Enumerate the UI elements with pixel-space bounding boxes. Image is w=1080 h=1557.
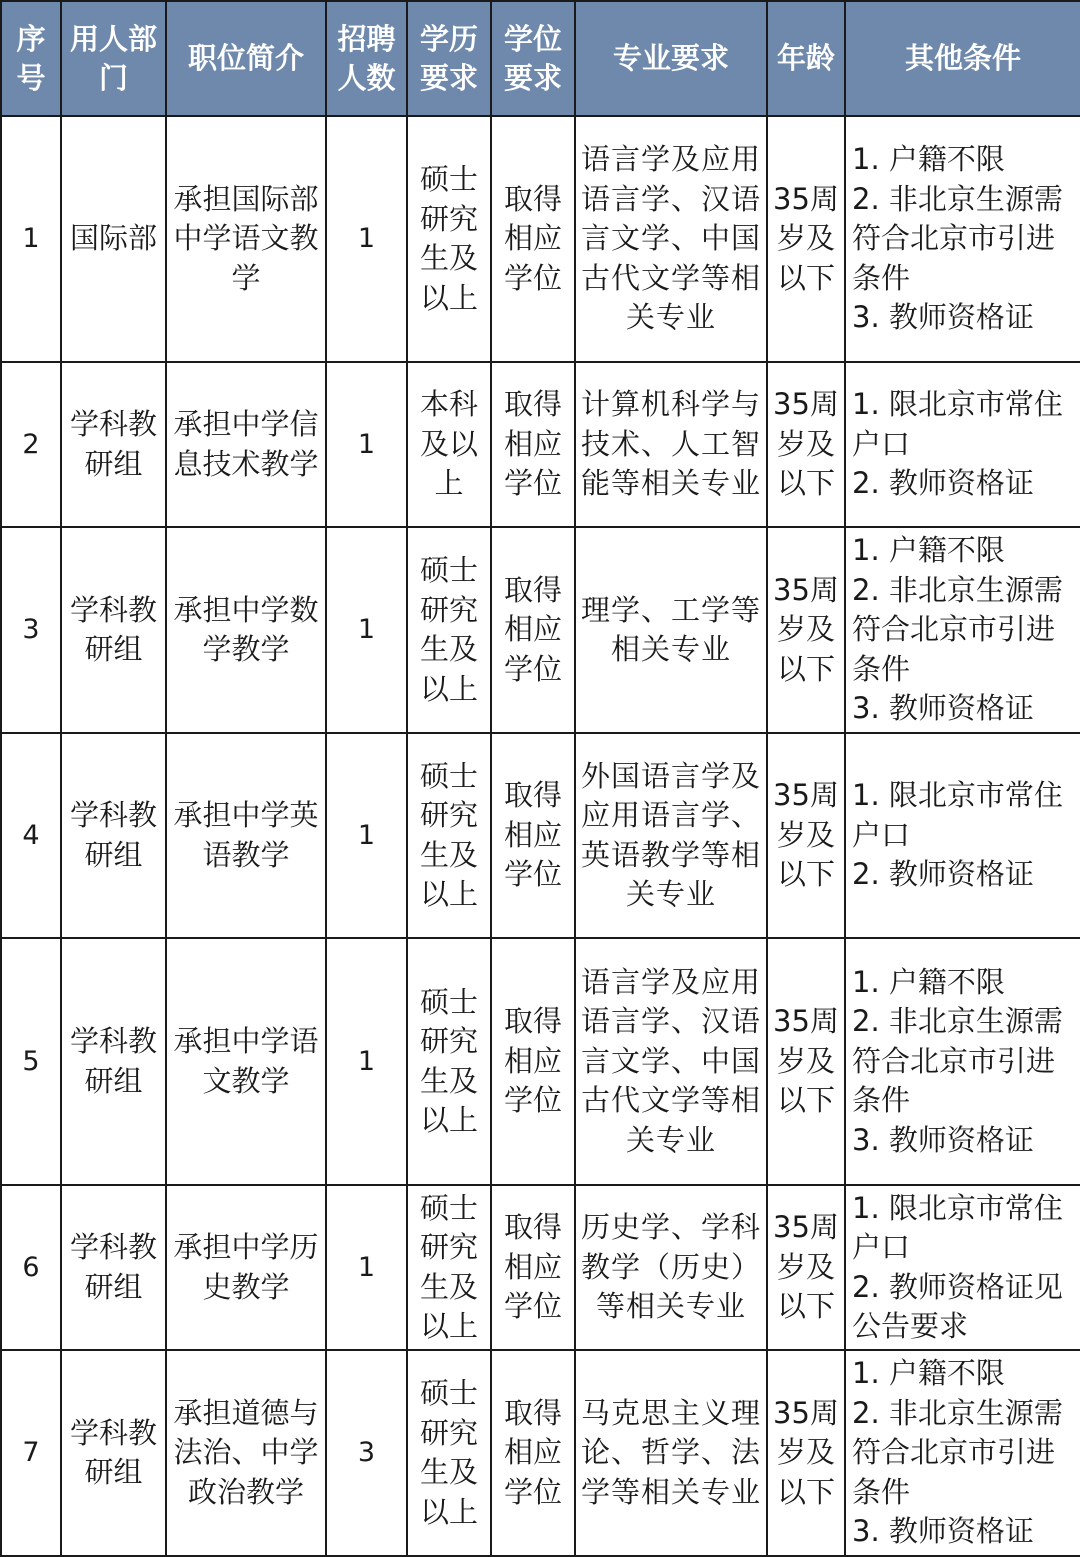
- row-position: 承担中学信息技术教学: [166, 362, 326, 527]
- condition-line: 3. 教师资格证: [852, 691, 1034, 726]
- table-row: [1, 733, 1080, 938]
- condition-line: 1. 限北京市常住户口: [852, 387, 1063, 461]
- row-major: 语言学及应用语言学、汉语言文学、中国古代文学等相关专业: [575, 116, 767, 362]
- condition-line: 1. 户籍不限: [852, 142, 1005, 177]
- row-department: 学科教研组: [61, 733, 166, 938]
- row-education: 硕士研究生及以上: [407, 527, 491, 733]
- table-row: [1, 116, 1080, 362]
- row-count: 1: [326, 362, 407, 527]
- condition-line: 2. 非北京生源需符合北京市引进条件: [852, 572, 1063, 686]
- condition-line: 2. 非北京生源需符合北京市引进条件: [852, 181, 1063, 295]
- row-age: 35周岁及以下: [767, 938, 845, 1185]
- row-degree: 取得相应学位: [491, 116, 575, 362]
- row-conditions: [845, 1185, 1080, 1350]
- row-count: 3: [326, 1350, 407, 1556]
- row-count: 1: [326, 1185, 407, 1350]
- row-education: 硕士研究生及以上: [407, 733, 491, 938]
- row-conditions: [845, 362, 1080, 527]
- row-count: 1: [326, 938, 407, 1185]
- row-age: 35周岁及以下: [767, 1350, 845, 1556]
- condition-line: 3. 教师资格证: [852, 300, 1034, 335]
- row-position: 承担中学语文教学: [166, 938, 326, 1185]
- row-index: 3: [1, 527, 61, 733]
- row-education: 硕士研究生及以上: [407, 1350, 491, 1556]
- row-education: 硕士研究生及以上: [407, 116, 491, 362]
- table-row: [1, 362, 1080, 527]
- condition-line: 1. 户籍不限: [852, 1356, 1005, 1391]
- row-department: 学科教研组: [61, 527, 166, 733]
- row-position: 承担中学历史教学: [166, 1185, 326, 1350]
- row-age: 35周岁及以下: [767, 116, 845, 362]
- row-degree: 取得相应学位: [491, 1350, 575, 1556]
- row-department: 国际部: [61, 116, 166, 362]
- row-conditions: [845, 733, 1080, 938]
- row-count: 1: [326, 733, 407, 938]
- header-degree: 学位要求: [491, 1, 575, 116]
- condition-line: 2. 非北京生源需符合北京市引进条件: [852, 1004, 1063, 1118]
- row-index: 5: [1, 938, 61, 1185]
- condition-line: 1. 户籍不限: [852, 533, 1005, 568]
- row-degree: 取得相应学位: [491, 938, 575, 1185]
- row-education: 硕士研究生及以上: [407, 1185, 491, 1350]
- row-count: 1: [326, 116, 407, 362]
- condition-line: 2. 教师资格证: [852, 857, 1034, 892]
- row-position: 承担中学英语教学: [166, 733, 326, 938]
- condition-line: 1. 户籍不限: [852, 964, 1005, 999]
- header-count: 招聘人数: [326, 1, 407, 116]
- row-index: 7: [1, 1350, 61, 1556]
- row-major: 语言学及应用语言学、汉语言文学、中国古代文学等相关专业: [575, 938, 767, 1185]
- row-department: 学科教研组: [61, 1350, 166, 1556]
- row-major: 理学、工学等相关专业: [575, 527, 767, 733]
- condition-line: 1. 限北京市常住户口: [852, 1190, 1063, 1264]
- row-position: 承担道德与法治、中学政治教学: [166, 1350, 326, 1556]
- condition-line: 3. 教师资格证: [852, 1514, 1034, 1549]
- row-major: 计算机科学与技术、人工智能等相关专业: [575, 362, 767, 527]
- row-index: 6: [1, 1185, 61, 1350]
- condition-line: 1. 限北京市常住户口: [852, 778, 1063, 852]
- row-conditions: [845, 1350, 1080, 1556]
- row-major: 外国语言学及应用语言学、英语教学等相关专业: [575, 733, 767, 938]
- table-row: [1, 938, 1080, 1185]
- table-row: [1, 527, 1080, 733]
- header-conditions: 其他条件: [845, 1, 1080, 116]
- row-department: 学科教研组: [61, 1185, 166, 1350]
- row-position: 承担中学数学教学: [166, 527, 326, 733]
- header-row: [1, 1, 1080, 116]
- row-age: 35周岁及以下: [767, 362, 845, 527]
- row-major: 马克思主义理论、哲学、法学等相关专业: [575, 1350, 767, 1556]
- row-position: 承担国际部中学语文教学: [166, 116, 326, 362]
- row-degree: 取得相应学位: [491, 1185, 575, 1350]
- header-age: 年龄: [767, 1, 845, 116]
- row-department: 学科教研组: [61, 362, 166, 527]
- row-department: 学科教研组: [61, 938, 166, 1185]
- row-education: 本科及以上: [407, 362, 491, 527]
- header-education: 学历要求: [407, 1, 491, 116]
- table-row: [1, 1350, 1080, 1556]
- row-count: 1: [326, 527, 407, 733]
- row-index: 2: [1, 362, 61, 527]
- table-row: [1, 1185, 1080, 1350]
- row-age: 35周岁及以下: [767, 527, 845, 733]
- row-education: 硕士研究生及以上: [407, 938, 491, 1185]
- row-index: 1: [1, 116, 61, 362]
- row-degree: 取得相应学位: [491, 362, 575, 527]
- condition-line: 2. 教师资格证: [852, 466, 1034, 501]
- row-index: 4: [1, 733, 61, 938]
- row-degree: 取得相应学位: [491, 527, 575, 733]
- row-major: 历史学、学科教学（历史）等相关专业: [575, 1185, 767, 1350]
- header-position: 职位简介: [166, 1, 326, 116]
- row-conditions: [845, 527, 1080, 733]
- header-major: 专业要求: [575, 1, 767, 116]
- condition-line: 2. 教师资格证见公告要求: [852, 1269, 1063, 1343]
- row-conditions: [845, 116, 1080, 362]
- condition-line: 2. 非北京生源需符合北京市引进条件: [852, 1395, 1063, 1509]
- header-index: 序号: [1, 1, 61, 116]
- row-age: 35周岁及以下: [767, 1185, 845, 1350]
- header-department: 用人部门: [61, 1, 166, 116]
- row-age: 35周岁及以下: [767, 733, 845, 938]
- row-conditions: [845, 938, 1080, 1185]
- condition-line: 3. 教师资格证: [852, 1122, 1034, 1157]
- row-degree: 取得相应学位: [491, 733, 575, 938]
